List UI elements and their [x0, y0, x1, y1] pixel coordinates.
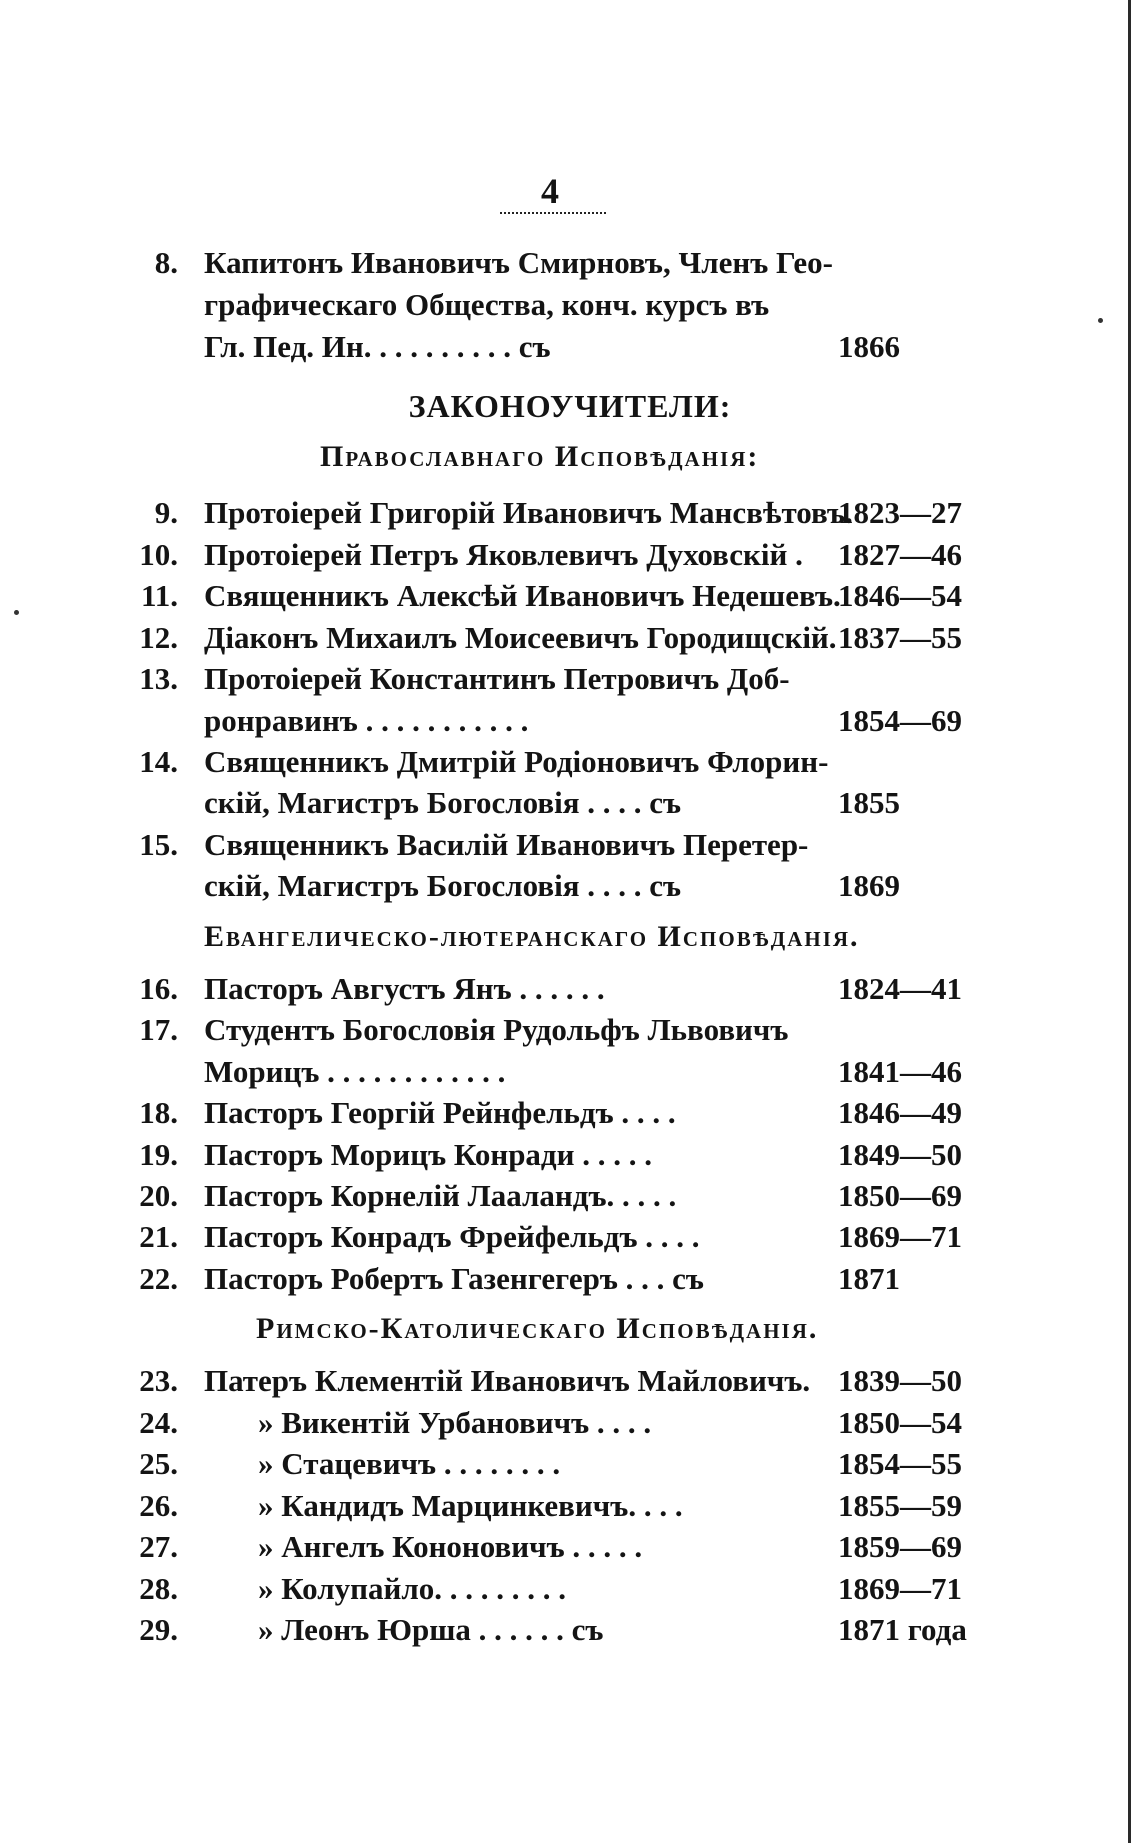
entry-text: Священникъ Алексѣй Ивановичъ Недешевъ. [204, 578, 841, 613]
entry-number: 12. [139, 620, 178, 655]
entry-year: 1849—50 [838, 1137, 962, 1172]
entry-text: Пасторъ Робертъ Газенгегеръ . . . съ [204, 1261, 704, 1296]
entry-number: 9. [154, 495, 178, 530]
entry-text: Пасторъ Морицъ Конради . . . . . [204, 1137, 652, 1172]
entry-year: 1869—71 [838, 1219, 962, 1254]
entry-year: 1827—46 [838, 537, 962, 572]
entry-year: 1850—69 [838, 1178, 962, 1213]
entry-number: 25. [139, 1446, 178, 1481]
entry-text: » Ангелъ Кононовичъ . . . . . [258, 1529, 643, 1564]
entry-year: 1869—71 [838, 1571, 962, 1606]
entry-number: 8. [154, 245, 178, 280]
entry-year: 1841—46 [838, 1054, 962, 1089]
entry-year: 1824—41 [838, 971, 962, 1006]
entry-year: 1839—50 [838, 1363, 962, 1398]
entry-text: » Стацевичъ . . . . . . . . [258, 1446, 561, 1481]
entry-number: 23. [139, 1363, 178, 1398]
entry-number: 13. [139, 661, 178, 696]
entry-year: 1855—59 [838, 1488, 962, 1523]
entry-text: Священникъ Василій Ивановичъ Перетер- [204, 827, 809, 862]
entry-number: 10. [139, 537, 178, 572]
ink-speck [1098, 318, 1103, 323]
entry-text: Морицъ . . . . . . . . . . . . [204, 1054, 506, 1089]
entry-text: скій, Магистръ Богословія . . . . съ [204, 785, 682, 820]
entry-number: 21. [139, 1219, 178, 1254]
entry-text: Пасторъ Августъ Янъ . . . . . . [204, 971, 605, 1006]
entry-text: » Леонъ Юрша . . . . . . съ [258, 1612, 604, 1647]
entry-text: скій, Магистръ Богословія . . . . съ [204, 868, 682, 903]
entry-year: 1859—69 [838, 1529, 962, 1564]
page-number: 4 [541, 171, 559, 211]
entry-text: Протоіерей Петръ Яковлевичъ Духовскій . [204, 537, 803, 572]
entry-text: » Колупайло. . . . . . . . . [258, 1571, 567, 1606]
entry-text: ронравинъ . . . . . . . . . . . [204, 703, 529, 738]
entry-number: 11. [140, 578, 178, 613]
entry-text: Священникъ Дмитрій Родіоновичъ Флорин- [204, 744, 829, 779]
entry-text: Капитонъ Ивановичъ Смирновъ, Членъ Гео- [204, 245, 834, 280]
page-number-rule [500, 212, 606, 214]
entry-number: 24. [139, 1405, 178, 1440]
entry-year: 1871 года [838, 1612, 967, 1647]
entry-text: Діаконъ Михаилъ Моисеевичъ Городищскій. [204, 620, 837, 655]
entry-number: 15. [139, 827, 178, 862]
entry-text: Пасторъ Корнелій Лааландъ. . . . . [204, 1178, 677, 1213]
entry-number: 17. [139, 1012, 178, 1047]
entry-year: 1850—54 [838, 1405, 962, 1440]
entry-year: 1846—49 [838, 1095, 962, 1130]
section-heading: ЗАКОНОУЧИТЕЛИ: [408, 388, 732, 424]
entry-text: Студентъ Богословія Рудольфъ Львовичъ [204, 1012, 789, 1047]
entry-text: Протоіерей Григорій Ивановичъ Мансвѣтовъ. [204, 495, 853, 530]
entry-text: » Викентій Урбановичъ . . . . [258, 1405, 652, 1440]
entry-year: 1823—27 [838, 495, 962, 530]
entry-number: 20. [139, 1178, 178, 1213]
subsection-title: Римско-Католическаго Исповѣданія. [256, 1312, 819, 1345]
entry-text: графическаго Общества, конч. курсъ въ [204, 287, 770, 322]
entry-number: 22. [139, 1261, 178, 1296]
entry-number: 28. [139, 1571, 178, 1606]
subsection-title: Евангелическо-лютеранскаго Исповѣданія. [204, 920, 860, 953]
entry-number: 29. [139, 1612, 178, 1647]
entry-number: 26. [139, 1488, 178, 1523]
entry-year: 1871 [838, 1261, 900, 1296]
entry-text: Патеръ Клементій Ивановичъ Майловичъ. [204, 1363, 811, 1398]
entry-number: 16. [139, 971, 178, 1006]
entry-text: Пасторъ Георгій Рейнфельдъ . . . . [204, 1095, 676, 1130]
entry-number: 27. [139, 1529, 178, 1564]
entry-year: 1866 [838, 329, 900, 364]
entry-number: 14. [139, 744, 178, 779]
entry-number: 19. [139, 1137, 178, 1172]
entry-year: 1855 [838, 785, 900, 820]
entry-number: 18. [139, 1095, 178, 1130]
entry-year: 1869 [838, 868, 900, 903]
entry-text: » Кандидъ Марцинкевичъ. . . . [258, 1488, 683, 1523]
entry-year: 1854—69 [838, 703, 962, 738]
entry-text: Протоіерей Константинъ Петровичъ Доб- [204, 661, 790, 696]
entry-year: 1846—54 [838, 578, 962, 613]
entry-text: Пасторъ Конрадъ Фрейфельдъ . . . . [204, 1219, 700, 1254]
subsection-title: Православнаго Исповѣданія: [320, 440, 760, 473]
entry-text: Гл. Пед. Ин. . . . . . . . . . съ [204, 329, 551, 364]
entry-year: 1837—55 [838, 620, 962, 655]
ink-speck [14, 610, 19, 615]
entry-year: 1854—55 [838, 1446, 962, 1481]
page-edge [1128, 0, 1131, 1843]
